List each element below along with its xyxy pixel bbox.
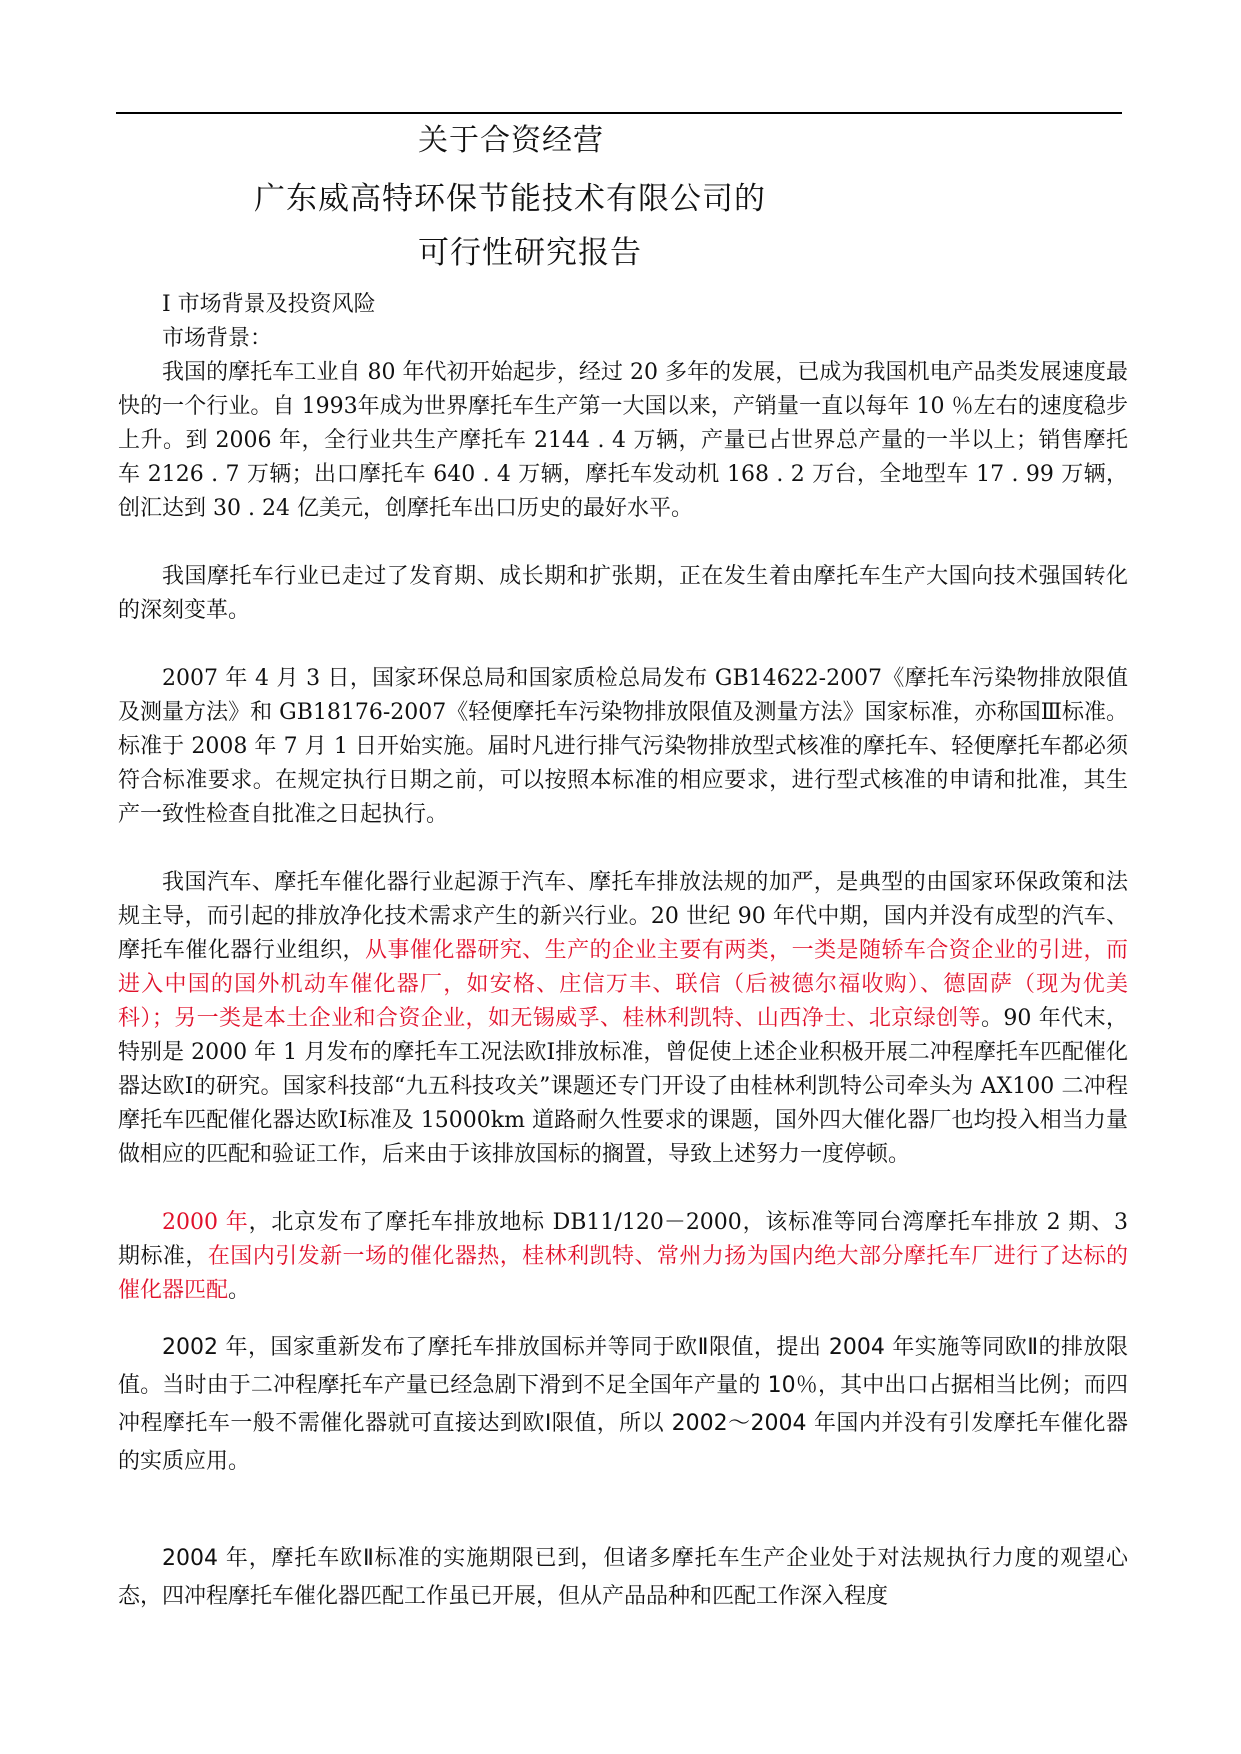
paragraph-5-highlight: 在国内引发新一场的催化器热，桂林利凯特、常州力扬为国内绝大部分摩托车厂进行了达标的催化器匹配 (118, 1244, 1128, 1303)
paragraph-6: 2002 年，国家重新发布了摩托车排放国标并等同于欧Ⅱ限值，提出 2004 年实施等同欧Ⅱ的排放限值。当时由于二冲程摩托车产量已经急剧下滑到不足全国年产量的 10％，其中出口占据相当比例；而四冲程摩托车一般不需催化器就可直接达到欧Ⅰ限值，所以 2002～2004 年国内并没有引发摩托车催化器的实质应用。 (118, 1335, 1128, 1474)
title-line-1: 关于合资经营 (418, 123, 604, 158)
header-rule (116, 112, 1122, 114)
paragraph-4-highlight: 从事催化器研究、生产的企业主要有两类，一类是随轿车合资企业的引进，而进入中国的国外机动车催化器厂，如安格、庄信万丰、联信（后被德尔福收购）、德固萨（现为优美科）；另一类是本土企业和合资企业，如无锡威孚、桂林利凯特、山西净士、北京绿创等 (118, 938, 1128, 1031)
title-line-3: 可行性研究报告 (418, 235, 642, 271)
paragraph-4-text-a: 我国汽车、摩托车催化器行业起源于汽车、摩托车排放法规的加严，是典型的由国家环保政策和法规主导，而引起的排放净化技术需求产生的新兴行业。20 世纪 90 年代中期，国内并没有成型的汽车、摩托车催化器行业组织， (118, 870, 1128, 963)
title-line-2: 广东威高特环保节能技术有限公司的 (254, 181, 766, 217)
paragraph-4-text-b: 。90 年代末，特别是 2000 年 1 月发布的摩托车工况法欧Ⅰ排放标准，曾促使上述企业积极开展二冲程摩托车匹配催化器达欧Ⅰ的研究。国家科技部“九五科技攻关”课题还专门开设了由桂林利凯特公司牵头为 AX100 二冲程摩托车匹配催化器达欧Ⅰ标准及 15000km 道路耐久性要求的课题，国外四大催化器厂也均投入相当力量做相应的匹配和验证工作，后来由于该排放国标的搁置，导致上述努力一度停顿。 (118, 1006, 1128, 1167)
paragraph-3: 2007 年 4 月 3 日，国家环保总局和国家质检总局发布 GB14622-2007《摩托车污染物排放限值及测量方法》和 GB18176-2007《轻便摩托车污染物排放限值及测量方法》国家标准，亦称国Ⅲ标准。标准于 2008 年 7 月 1 日开始实施。届时凡进行排气污染物排放型式核准的摩托车、轻便摩托车都必须符合标准要求。在规定执行日期之前，可以按照本标准的相应要求，进行型式核准的申请和批准，其生产一致性检查自批准之日起执行。 (118, 666, 1128, 827)
paragraph-4 (118, 866, 1128, 1172)
section-heading: Ⅰ 市场背景及投资风险 (162, 292, 376, 317)
paragraph-5 (118, 1206, 1128, 1308)
paragraph-2: 我国摩托车行业已走过了发育期、成长期和扩张期，正在发生着由摩托车生产大国向技术强国转化的深刻变革。 (118, 564, 1128, 623)
paragraph-1: 我国的摩托车工业自 80 年代初开始起步，经过 20 多年的发展，已成为我国机电产品类发展速度最快的一个行业。自 1993年成为世界摩托车生产第一大国以来，产销量一直以每年 10 ％左右的速度稳步上升。到 2006 年，全行业共生产摩托车 2144 . 4 万辆，产量已占世界总产量的一半以上；销售摩托车 2126 . 7 万辆；出口摩托车 640 . 4 万辆，摩托车发动机 168 . 2 万台，全地型车 17 . 99 万辆，创汇达到 30 . 24 亿美元，创摩托车出口历史的最好水平。 (118, 360, 1128, 521)
paragraph-5-highlight-year: 2000 年 (162, 1210, 249, 1235)
subheading: 市场背景： (162, 326, 273, 351)
paragraph-5-text-a: ，北京发布了摩托车排放地标 DB11/120－2000，该标准等同台湾摩托车排放 2 期、3 期标准， (118, 1210, 1128, 1269)
paragraph-5-text-b: 。 (228, 1278, 251, 1303)
paragraph-7: 2004 年，摩托车欧Ⅱ标准的实施期限已到，但诸多摩托车生产企业处于对法规执行力度的观望心态，四冲程摩托车催化器匹配工作虽已开展，但从产品品种和匹配工作深入程度 (118, 1546, 1128, 1609)
